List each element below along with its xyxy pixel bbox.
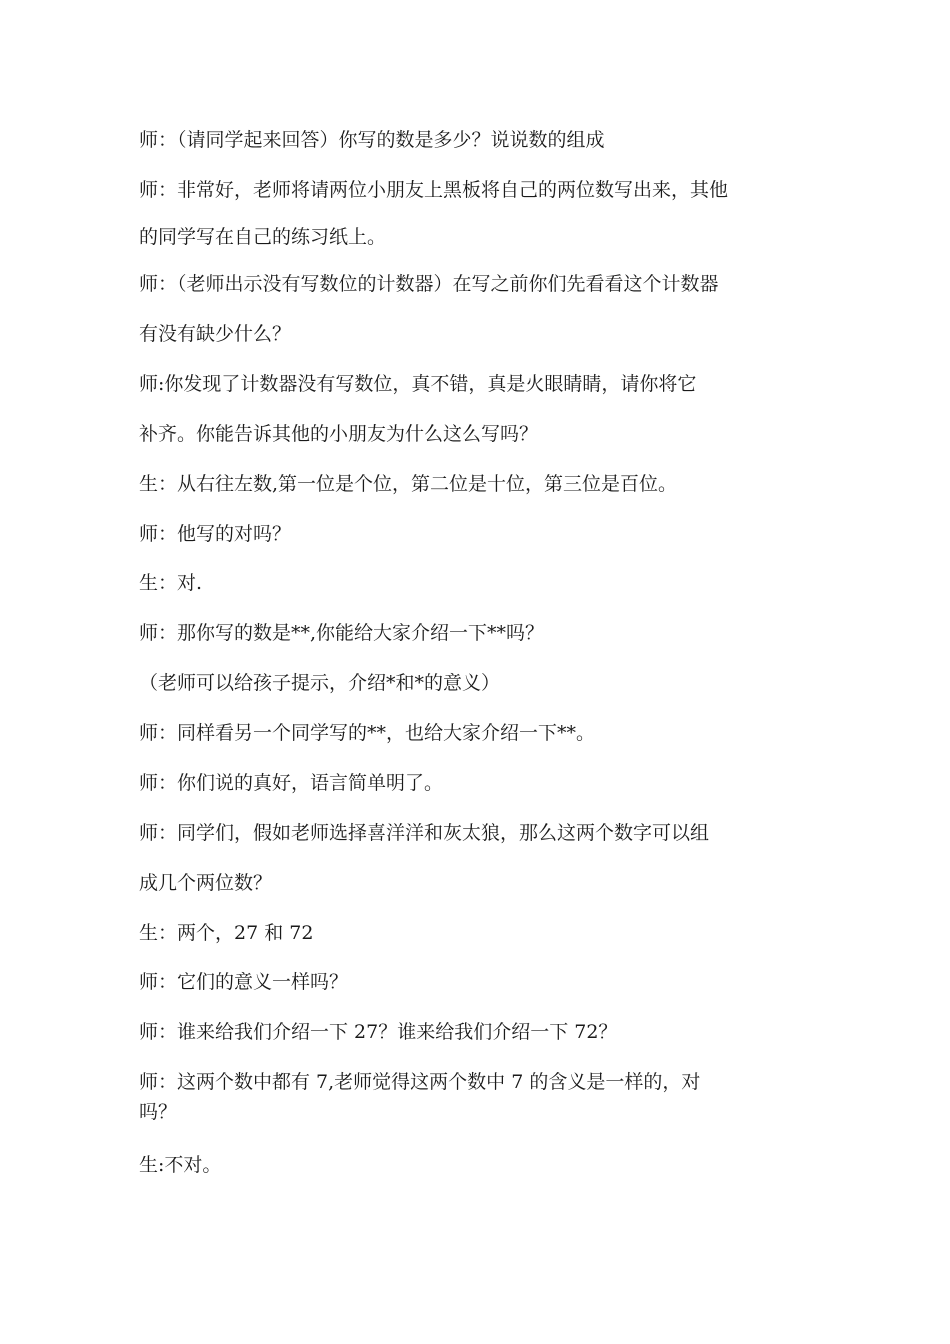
dialogue-line-4: 师：（老师出示没有写数位的计数器）在写之前你们先看看这个计数器 [139, 273, 719, 295]
dialogue-line-18: 师：它们的意义一样吗？ [139, 971, 349, 993]
dialogue-line-8: 生：从右往左数,第一位是个位，第二位是十位，第三位是百位。 [139, 473, 678, 495]
dialogue-line-14: 师：你们说的真好，语言简单明了。 [139, 772, 444, 794]
dialogue-line-21: 吗？ [139, 1101, 178, 1123]
dialogue-line-19: 师：谁来给我们介绍一下 27？谁来给我们介绍一下 72？ [139, 1021, 618, 1043]
dialogue-line-20: 师：这两个数中都有 7,老师觉得这两个数中 7 的含义是一样的，对 [139, 1071, 701, 1093]
dialogue-line-11: 师：那你写的数是**,你能给大家介绍一下**吗？ [139, 622, 545, 644]
dialogue-line-7: 补齐。你能告诉其他的小朋友为什么这么写吗？ [139, 423, 539, 445]
dialogue-line-5: 有没有缺少什么？ [139, 323, 292, 345]
dialogue-line-1: 师：（请同学起来回答）你写的数是多少？说说数的组成 [139, 129, 605, 151]
dialogue-line-3: 的同学写在自己的练习纸上。 [139, 226, 387, 248]
dialogue-line-9: 师：他写的对吗？ [139, 523, 292, 545]
dialogue-line-10: 生：对. [139, 572, 203, 594]
dialogue-line-12: （老师可以给孩子提示，介绍*和*的意义） [139, 672, 501, 694]
dialogue-line-6: 师:你发现了计数器没有写数位，真不错，真是火眼睛睛，请你将它 [139, 373, 697, 395]
dialogue-line-2: 师：非常好，老师将请两位小朋友上黑板将自己的两位数写出来，其他 [139, 179, 729, 201]
dialogue-line-17: 生：两个，27 和 72 [139, 922, 314, 944]
dialogue-line-13: 师：同样看另一个同学写的**，也给大家介绍一下**。 [139, 722, 596, 744]
dialogue-line-15: 师：同学们，假如老师选择喜洋洋和灰太狼，那么这两个数字可以组 [139, 822, 710, 844]
dialogue-line-16: 成几个两位数？ [139, 872, 273, 894]
dialogue-line-22: 生:不对。 [139, 1154, 222, 1176]
